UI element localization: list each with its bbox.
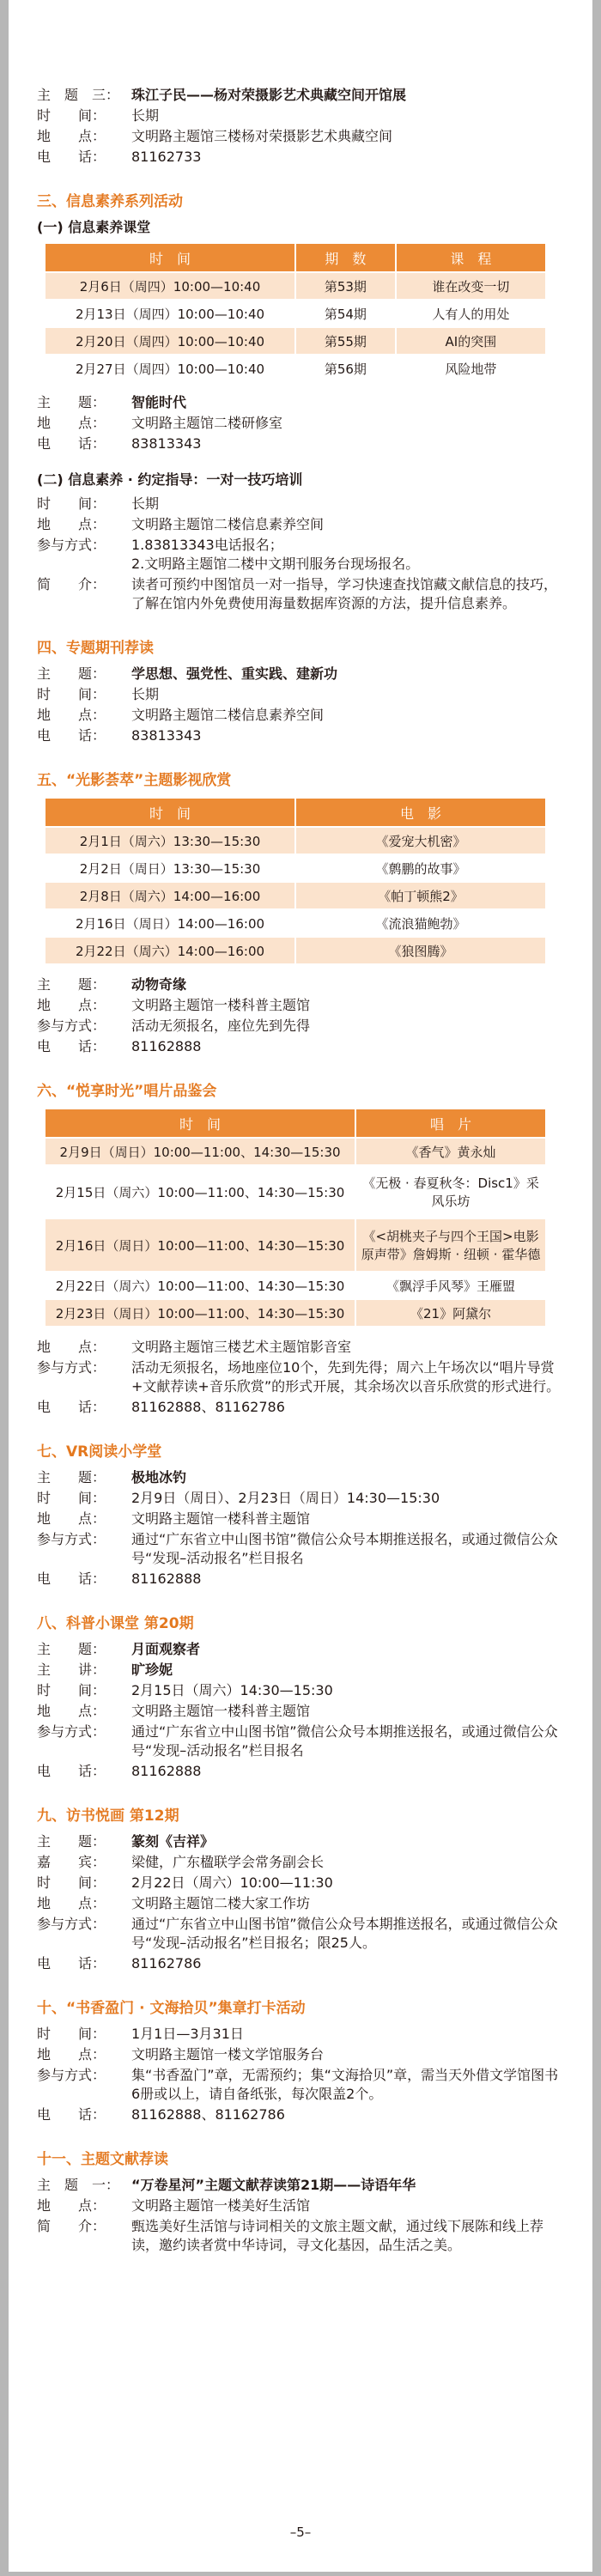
s7-time: 2月9日（周日）、2月23日（周日）14:30—15:30 xyxy=(131,1490,440,1506)
s8-place-row xyxy=(37,1702,562,1721)
s9-method-row xyxy=(37,1915,562,1953)
section-6-title: 六、“悦享时光”唱片品鉴会 xyxy=(37,1083,217,1100)
s10-method: 集“书香盈门”章，无需预约；集“文海拾贝”章，需当天外借文学馆图书6册或以上，请自备纸张，每次限盖2个。 xyxy=(131,2067,559,2102)
s8-theme: 月面观察者 xyxy=(131,1641,201,1657)
label: 地 点： xyxy=(37,128,106,144)
info-literacy-schedule-table xyxy=(44,242,547,383)
s3-theme-row xyxy=(37,393,562,412)
table-row xyxy=(45,1272,546,1299)
label: 主 讲： xyxy=(37,1662,106,1678)
table-cell: 风险地带 xyxy=(396,355,546,382)
label: 简 介： xyxy=(37,2218,106,2234)
exhibit-place-row xyxy=(37,127,562,146)
label: 参与方式： xyxy=(37,537,106,553)
record-schedule-table xyxy=(44,1108,547,1327)
label: 时 间： xyxy=(37,686,106,702)
table-cell: 2月16日（周日）10:00—11:00、14:30—15:30 xyxy=(45,1218,355,1272)
s4-time: 长期 xyxy=(131,686,160,702)
s7-method-row xyxy=(37,1530,562,1568)
s3-phone-row xyxy=(37,434,562,453)
exhibit-theme-row xyxy=(37,86,562,105)
label: 地 点： xyxy=(37,516,106,532)
table-cell: 2月2日（周日）13:30—15:30 xyxy=(45,854,295,882)
table-cell: 谁在改变一切 xyxy=(396,272,546,300)
s6-phone-row xyxy=(37,1398,562,1417)
table-cell: 《无极 · 春夏秋冬：Disc1》采风乐坊 xyxy=(355,1165,546,1218)
label: 地 点： xyxy=(37,1510,106,1527)
s11-place-row xyxy=(37,2196,562,2215)
table-cell: 《流浪猫鲍勃》 xyxy=(295,909,546,937)
label: 时 间： xyxy=(37,2026,106,2042)
label: 电 话： xyxy=(37,149,106,165)
label: 时 间： xyxy=(37,1490,106,1506)
s5-place: 文明路主题馆一楼科普主题馆 xyxy=(131,997,311,1013)
label: 电 话： xyxy=(37,1763,106,1779)
s6-method: 活动无须报名，场地座位10个，先到先得；周六上午场次以“唱片导赏+文献荐读+音乐欣赏”的形式开展，其余场次以音乐欣赏的形式进行。 xyxy=(131,1359,561,1394)
label: 电 话： xyxy=(37,2106,106,2123)
label: 电 话： xyxy=(37,1399,106,1415)
s9-guest-row xyxy=(37,1853,562,1872)
label: 时 间： xyxy=(37,1682,106,1698)
s5-method-row xyxy=(37,1017,562,1036)
table-row xyxy=(45,355,546,382)
s11-intro: 甄选美好生活馆与诗词相关的文旅主题文献，通过线下展陈和线上荐读，邀约读者赏中华诗词，寻文化基因，品生活之美。 xyxy=(131,2218,544,2253)
s6-method-row xyxy=(37,1358,562,1396)
page-number: –5– xyxy=(289,2524,312,2540)
document-page xyxy=(9,0,592,2572)
label: 地 点： xyxy=(37,415,106,431)
label: 电 话： xyxy=(37,1038,106,1054)
s3-place: 文明路主题馆二楼研修室 xyxy=(131,415,283,431)
s3-theme: 智能时代 xyxy=(131,394,187,410)
label: 主 题 一： xyxy=(37,2177,120,2193)
s11-theme: “万卷星河”主题文献荐读第21期——诗语年华 xyxy=(131,2177,416,2193)
s9-phone: 81162786 xyxy=(131,1955,202,1971)
s10-phone-row xyxy=(37,2105,562,2124)
s9-place-row xyxy=(37,1894,562,1913)
label: 主 题 三： xyxy=(37,87,120,103)
label: 时 间： xyxy=(37,1874,106,1891)
s11-intro-row xyxy=(37,2217,562,2255)
s8-speaker-row xyxy=(37,1661,562,1680)
s3b-time: 长期 xyxy=(131,495,160,512)
section-3-title: 三、信息素养系列活动 xyxy=(37,193,183,210)
table-cell: 2月9日（周日）10:00—11:00、14:30—15:30 xyxy=(45,1138,355,1165)
s8-phone: 81162888 xyxy=(131,1763,202,1779)
table-cell: 2月6日（周四）10:00—10:40 xyxy=(45,272,295,300)
s7-theme: 极地冰钓 xyxy=(131,1469,187,1485)
s4-theme: 学思想、强党性、重实践、建新功 xyxy=(131,665,338,682)
label: 电 话： xyxy=(37,435,106,452)
method-line: 2.文明路主题馆二楼中文期刊服务台现场报名。 xyxy=(131,556,420,572)
s5-phone-row xyxy=(37,1037,562,1056)
label: 参与方式： xyxy=(37,1723,106,1740)
exhibit-phone-row xyxy=(37,148,562,167)
table-row xyxy=(45,1165,546,1218)
s7-phone-row xyxy=(37,1570,562,1589)
table-cell: 《帕丁顿熊2》 xyxy=(295,882,546,909)
s5-theme-row xyxy=(37,975,562,994)
table-cell: AI的突围 xyxy=(396,327,546,355)
table-header: 期 数 xyxy=(295,243,396,272)
section-5-title: 五、“光影荟萃”主题影视欣赏 xyxy=(37,772,232,789)
label: 时 间： xyxy=(37,495,106,512)
s10-time: 1月1日—3月31日 xyxy=(131,2026,244,2042)
table-row xyxy=(45,1299,546,1327)
label: 地 点： xyxy=(37,707,106,723)
s4-phone: 83813343 xyxy=(131,727,202,744)
s8-theme-row xyxy=(37,1640,562,1659)
label: 主 题： xyxy=(37,1469,106,1485)
s3b-place-row xyxy=(37,515,562,534)
s3b-time-row xyxy=(37,495,562,513)
s9-guest: 梁健，广东楹联学会常务副会长 xyxy=(131,1854,325,1870)
s8-phone-row xyxy=(37,1762,562,1781)
section-4-title: 四、专题期刊荐读 xyxy=(37,640,154,657)
s3-place-row xyxy=(37,414,562,433)
label: 参与方式： xyxy=(37,1359,106,1376)
table-row xyxy=(45,300,546,327)
s9-theme: 篆刻《吉祥》 xyxy=(131,1833,215,1850)
table-row xyxy=(45,1138,546,1165)
s4-time-row xyxy=(37,685,562,704)
table-header: 时 间 xyxy=(45,1109,355,1138)
table-row xyxy=(45,937,546,964)
table-row xyxy=(45,882,546,909)
table-cell: 人有人的用处 xyxy=(396,300,546,327)
exhibit-phone: 81162733 xyxy=(131,149,202,165)
s9-method: 通过“广东省立中山图书馆”微信公众号本期推送报名，或通过微信公众号“发现–活动报名”栏目报名；限25人。 xyxy=(131,1916,558,1951)
s3b-method-row xyxy=(37,536,562,574)
s4-phone-row xyxy=(37,726,562,745)
table-cell: 2月20日（周四）10:00—10:40 xyxy=(45,327,295,355)
table-cell: 《飘浮手风琴》王雁盟 xyxy=(355,1272,546,1299)
table-cell: 2月13日（周四）10:00—10:40 xyxy=(45,300,295,327)
s6-place: 文明路主题馆三楼艺术主题馆影音室 xyxy=(131,1339,352,1355)
label: 地 点： xyxy=(37,997,106,1013)
label: 主 题： xyxy=(37,394,106,410)
section-10-title: 十、“书香盈门 · 文海拾贝”集章打卡活动 xyxy=(37,2000,306,2017)
s3b-intro: 读者可预约中图馆员一对一指导，学习快速查找馆藏文献信息的技巧，了解在馆内外免费使用海量数据库资源的方法，提升信息素养。 xyxy=(131,576,558,611)
label: 参与方式： xyxy=(37,2067,106,2083)
table-row xyxy=(45,827,546,854)
table-cell: 2月1日（周六）13:30—15:30 xyxy=(45,827,295,854)
s4-theme-row xyxy=(37,665,562,683)
table-cell: 《狼图腾》 xyxy=(295,937,546,964)
table-cell: 2月22日（周六）10:00—11:00、14:30—15:30 xyxy=(45,1272,355,1299)
label: 时 间： xyxy=(37,107,106,124)
table-cell: 《爱宠大机密》 xyxy=(295,827,546,854)
s7-time-row xyxy=(37,1489,562,1508)
table-cell: 2月15日（周六）10:00—11:00、14:30—15:30 xyxy=(45,1165,355,1218)
table-header: 时 间 xyxy=(45,798,295,827)
table-header: 电 影 xyxy=(295,798,546,827)
label: 电 话： xyxy=(37,1955,106,1971)
table-cell: 《香气》黄永灿 xyxy=(355,1138,546,1165)
table-cell: 2月27日（周四）10:00—10:40 xyxy=(45,355,295,382)
s6-phone: 81162888、81162786 xyxy=(131,1399,285,1415)
s10-time-row xyxy=(37,2025,562,2044)
label: 地 点： xyxy=(37,1339,106,1355)
method-line: 1.83813343电话报名； xyxy=(131,537,283,553)
table-row xyxy=(45,272,546,300)
label: 简 介： xyxy=(37,576,106,592)
label: 地 点： xyxy=(37,2197,106,2214)
table-row xyxy=(45,1218,546,1272)
section-11-title: 十一、主题文献荐读 xyxy=(37,2151,168,2168)
s8-time: 2月15日（周六）14:30—15:30 xyxy=(131,1682,333,1698)
s4-place-row xyxy=(37,706,562,725)
s7-place-row xyxy=(37,1510,562,1528)
table-cell: 第55期 xyxy=(295,327,396,355)
table-header: 唱 片 xyxy=(355,1109,546,1138)
s8-method: 通过“广东省立中山图书馆”微信公众号本期推送报名，或通过微信公众号“发现–活动报名”栏目报名 xyxy=(131,1723,558,1759)
page-content xyxy=(37,84,562,2257)
exhibit-theme: 珠江子民——杨对荣摄影艺术典藏空间开馆展 xyxy=(131,87,407,103)
s9-time: 2月22日（周六）10:00—11:30 xyxy=(131,1874,333,1891)
table-cell: 第56期 xyxy=(295,355,396,382)
s9-theme-row xyxy=(37,1832,562,1851)
table-row xyxy=(45,327,546,355)
label: 电 话： xyxy=(37,727,106,744)
table-cell: 《鹩鹏的故事》 xyxy=(295,854,546,882)
s5-phone: 81162888 xyxy=(131,1038,202,1054)
s10-place: 文明路主题馆一楼文学馆服务台 xyxy=(131,2046,325,2063)
s3-phone: 83813343 xyxy=(131,435,202,452)
s8-method-row xyxy=(37,1722,562,1760)
s5-place-row xyxy=(37,996,562,1015)
s5-method: 活动无须报名，座位先到先得 xyxy=(131,1018,311,1034)
s7-method: 通过“广东省立中山图书馆”微信公众号本期推送报名，或通过微信公众号“发现–活动报名”栏目报名 xyxy=(131,1531,558,1566)
table-header: 时 间 xyxy=(45,243,295,272)
section-7-title: 七、VR阅读小学堂 xyxy=(37,1443,162,1461)
table-cell: 2月22日（周六）14:00—16:00 xyxy=(45,937,295,964)
s8-time-row xyxy=(37,1681,562,1700)
table-cell: 2月23日（周日）10:00—11:00、14:30—15:30 xyxy=(45,1299,355,1327)
s4-place: 文明路主题馆二楼信息素养空间 xyxy=(131,707,325,723)
s11-place: 文明路主题馆一楼美好生活馆 xyxy=(131,2197,311,2214)
s9-time-row xyxy=(37,1874,562,1893)
exhibit-place: 文明路主题馆三楼杨对荣摄影艺术典藏空间 xyxy=(131,128,393,144)
section-3-sub2: (二) 信息素养 · 约定指导：一对一技巧培训 xyxy=(37,471,303,488)
s3b-intro-row xyxy=(37,575,562,613)
label: 地 点： xyxy=(37,2046,106,2063)
table-cell: 《21》阿黛尔 xyxy=(355,1299,546,1327)
table-cell: 第54期 xyxy=(295,300,396,327)
section-3-sub1: (一) 信息素养课堂 xyxy=(37,219,151,235)
table-row xyxy=(45,909,546,937)
s8-speaker: 旷珍妮 xyxy=(131,1662,173,1678)
label: 主 题： xyxy=(37,665,106,682)
label: 参与方式： xyxy=(37,1018,106,1034)
label: 主 题： xyxy=(37,976,106,993)
s7-phone: 81162888 xyxy=(131,1571,202,1587)
film-schedule-table xyxy=(44,797,547,965)
s5-theme: 动物奇缘 xyxy=(131,976,187,993)
s10-phone: 81162888、81162786 xyxy=(131,2106,285,2123)
s9-place: 文明路主题馆二楼大家工作坊 xyxy=(131,1895,311,1911)
table-cell: 《<胡桃夹子与四个王国>电影原声带》詹姆斯 · 纽顿 · 霍华德 xyxy=(355,1218,546,1272)
s8-place: 文明路主题馆一楼科普主题馆 xyxy=(131,1703,311,1719)
s7-place: 文明路主题馆一楼科普主题馆 xyxy=(131,1510,311,1527)
exhibit-time: 长期 xyxy=(131,107,160,124)
s11-theme-row xyxy=(37,2176,562,2195)
table-row xyxy=(45,854,546,882)
s9-phone-row xyxy=(37,1954,562,1973)
s10-method-row xyxy=(37,2066,562,2104)
table-cell: 2月16日（周日）14:00—16:00 xyxy=(45,909,295,937)
label: 主 题： xyxy=(37,1833,106,1850)
s3b-method xyxy=(131,536,562,574)
section-9-title: 九、访书悦画 第12期 xyxy=(37,1807,179,1825)
label: 参与方式： xyxy=(37,1531,106,1547)
label: 地 点： xyxy=(37,1895,106,1911)
label: 电 话： xyxy=(37,1571,106,1587)
exhibit-time-row xyxy=(37,106,562,125)
s10-place-row xyxy=(37,2045,562,2064)
s6-place-row xyxy=(37,1338,562,1357)
table-cell: 2月8日（周六）14:00—16:00 xyxy=(45,882,295,909)
section-8-title: 八、科普小课堂 第20期 xyxy=(37,1615,194,1632)
table-cell: 第53期 xyxy=(295,272,396,300)
table-header: 课 程 xyxy=(396,243,546,272)
label: 主 题： xyxy=(37,1641,106,1657)
s7-theme-row xyxy=(37,1468,562,1487)
label: 嘉 宾： xyxy=(37,1854,106,1870)
s3b-place: 文明路主题馆二楼信息素养空间 xyxy=(131,516,325,532)
label: 参与方式： xyxy=(37,1916,106,1932)
label: 地 点： xyxy=(37,1703,106,1719)
